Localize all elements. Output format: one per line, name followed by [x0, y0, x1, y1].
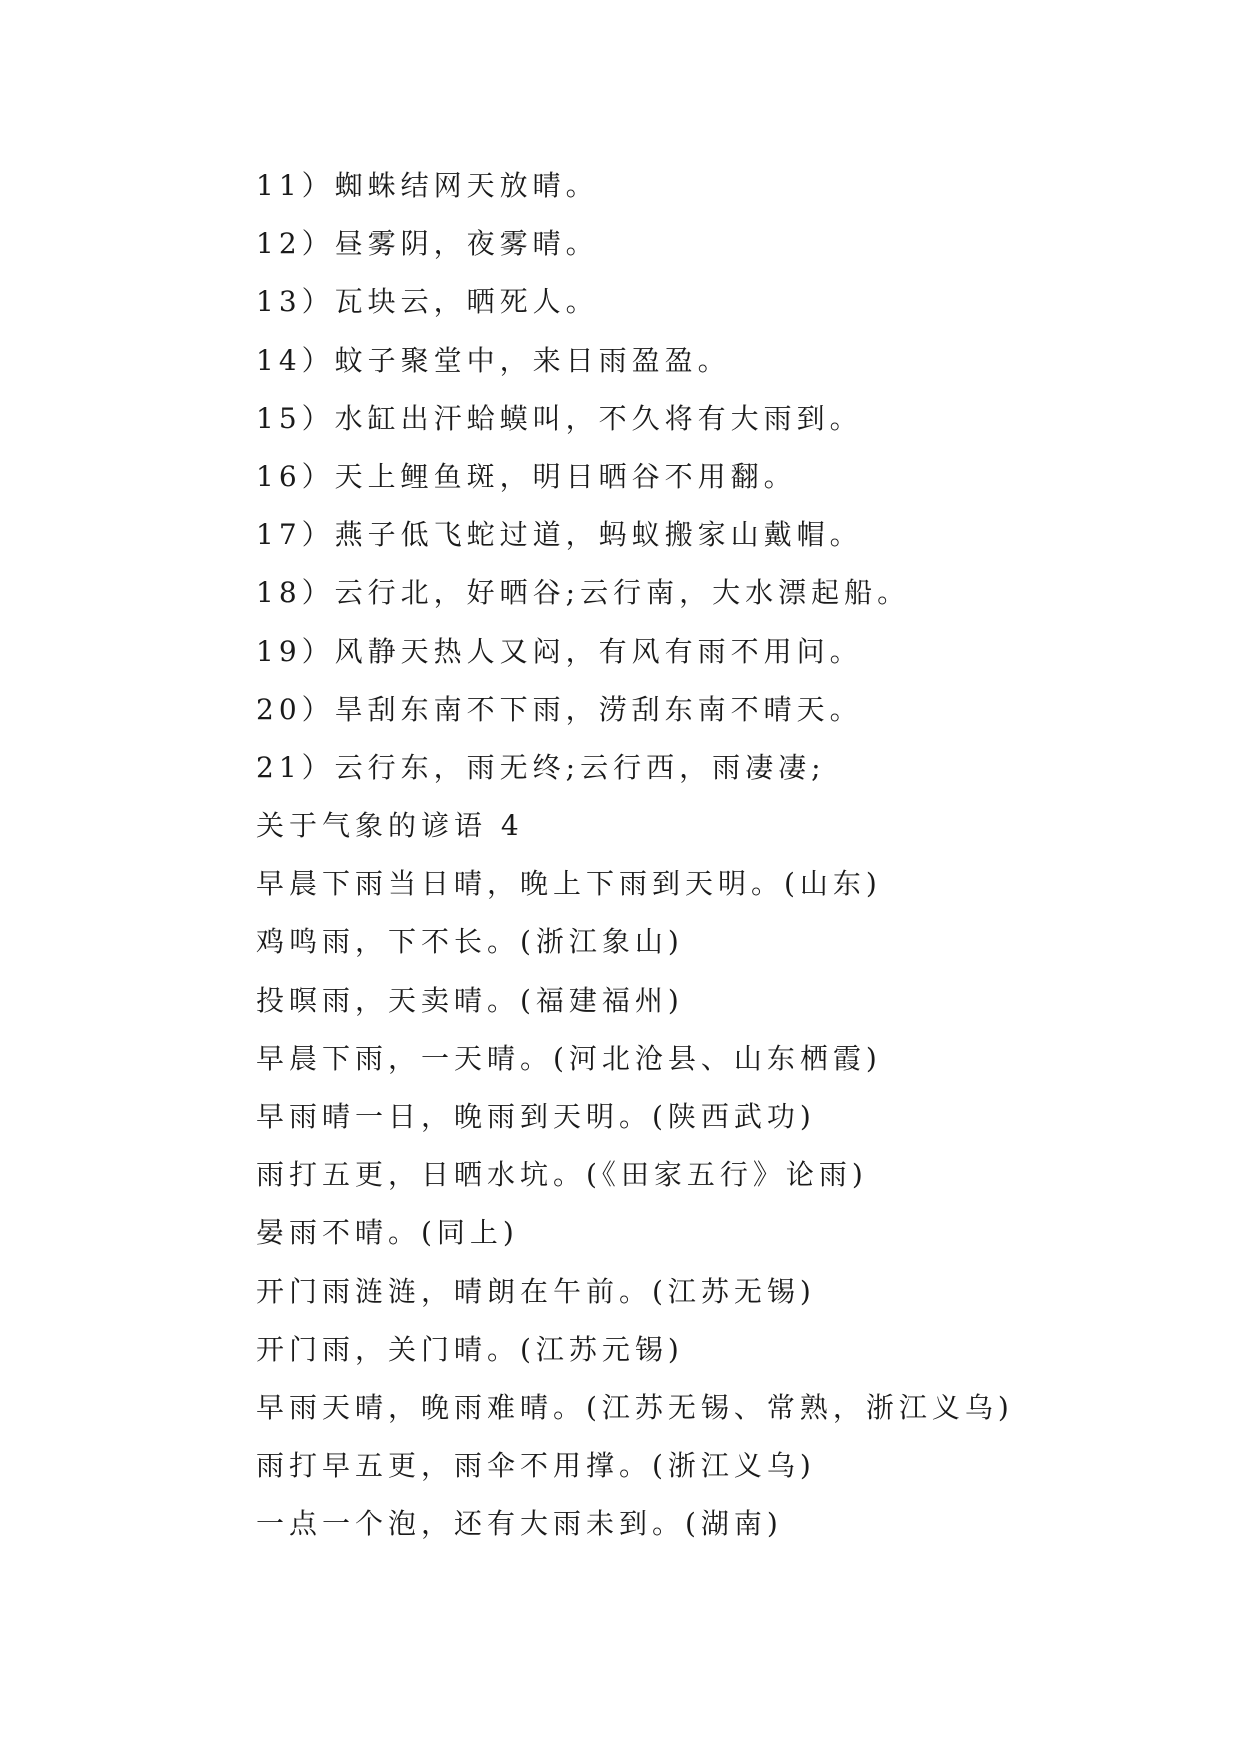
- proverb-line: 17）燕子低飞蛇过道，蚂蚁搬家山戴帽。: [256, 518, 863, 552]
- proverb-line: 18）云行北，好晒谷;云行南，大水漂起船。: [256, 576, 911, 610]
- proverb-line: 晏雨不晴。(同上): [256, 1216, 519, 1250]
- proverb-line: 开门雨，关门晴。(江苏元锡): [256, 1332, 684, 1366]
- proverb-line: 21）云行东，雨无终;云行西，雨凄凄;: [256, 750, 826, 784]
- section-heading: 关于气象的谚语 4: [256, 809, 524, 843]
- proverb-line: 11）蜘蛛结网天放晴。: [256, 169, 599, 202]
- proverb-line: 19）风静天热人又闷，有风有雨不用问。: [256, 634, 863, 668]
- proverb-line: 早雨晴一日，晚雨到天明。(陕西武功): [256, 1100, 816, 1133]
- proverb-line: 投暝雨，天卖晴。(福建福州): [256, 983, 684, 1017]
- proverb-line: 20）旱刮东南不下雨，涝刮东南不晴天。: [256, 692, 863, 726]
- proverb-line: 13）瓦块云，晒死人。: [256, 285, 599, 319]
- proverb-line: 16）天上鲤鱼斑，明日晒谷不用翻。: [256, 459, 797, 493]
- proverb-line: 雨打五更，日晒水坑。(《田家五行》论雨): [256, 1158, 868, 1192]
- proverb-line: 早雨天晴，晚雨难晴。(江苏无锡、常熟，浙江义乌): [256, 1390, 1014, 1424]
- proverb-line: 雨打早五更，雨伞不用撑。(浙江义乌): [256, 1449, 816, 1483]
- proverb-line: 15）水缸出汗蛤蟆叫，不久将有大雨到。: [256, 401, 863, 435]
- proverb-line: 开门雨涟涟，晴朗在午前。(江苏无锡): [256, 1274, 816, 1308]
- proverb-line: 早晨下雨当日晴，晚上下雨到天明。(山东): [256, 867, 882, 901]
- proverb-line: 12）昼雾阴，夜雾晴。: [256, 227, 599, 261]
- proverb-line: 一点一个泡，还有大雨未到。(湖南): [256, 1507, 783, 1541]
- proverb-line: 早晨下雨，一天晴。(河北沧县、山东栖霞): [256, 1041, 882, 1075]
- text-block: [256, 157, 1156, 1554]
- proverb-line: 鸡鸣雨，下不长。(浙江象山): [256, 925, 684, 959]
- proverb-line: 14）蚊子聚堂中，来日雨盈盈。: [256, 343, 731, 377]
